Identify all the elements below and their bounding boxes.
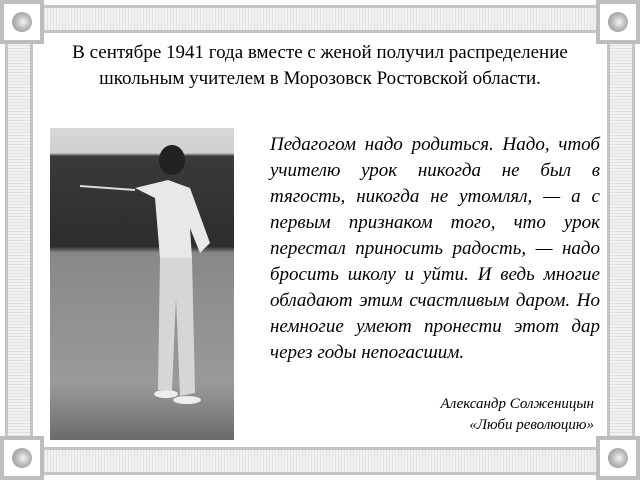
quote-source: «Люби революцию» <box>469 417 594 433</box>
frame-bottom-bar <box>30 447 610 475</box>
slide-title: В сентябре 1941 года вместе с женой получил распределение школьным учителем в Морозовск Ростовской области. <box>72 42 568 89</box>
quote-author: Александр Солженицын <box>440 396 594 412</box>
frame-top-bar <box>30 5 610 33</box>
corner-ornament-icon <box>0 0 44 44</box>
corner-ornament-icon <box>596 436 640 480</box>
frame-right-bar <box>607 30 635 450</box>
corner-ornament-icon <box>596 0 640 44</box>
quote-attribution <box>441 394 594 436</box>
quote-text: Педагогом надо родиться. Надо, чтоб учителю урок никогда не был в тягость, никогда не утомлял, — а с первым признаком того, что урок перестал приносить радость, — надо бросить школу и уйти. И ведь многие обладают этим счастливым даром. Но немногие умеют пронести этот дар через годы непогасшим. <box>270 134 600 363</box>
frame-left-bar <box>5 30 33 450</box>
teacher-photo <box>50 128 234 440</box>
corner-ornament-icon <box>0 436 44 480</box>
